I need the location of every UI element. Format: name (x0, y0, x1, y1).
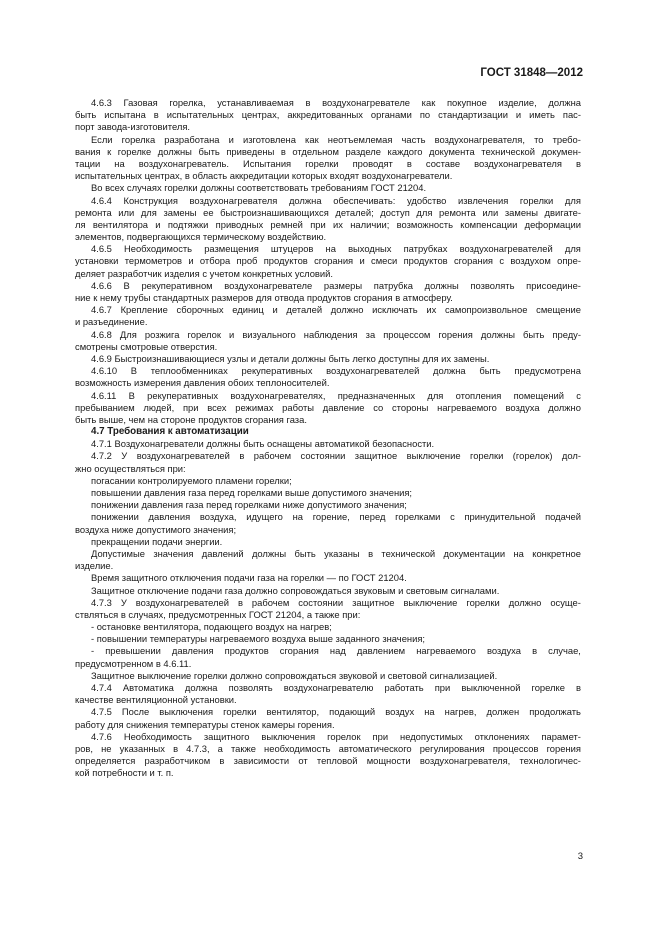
text-line: ремонта или для замены ее быстроизнашивающихся деталей; доступ для ремонта или замены двигате- (75, 206, 581, 218)
paragraph (75, 536, 581, 548)
text-line: быть испытана в испытательных центрах, аккредитованных органами по стандартизации и иметь пас- (75, 109, 581, 121)
paragraph (75, 353, 581, 365)
text-line: Время защитного отключения подачи газа на горелки — по ГОСТ 21204. (91, 572, 407, 584)
text-line: прекращении подачи энергии. (91, 535, 223, 547)
paragraph (75, 304, 581, 328)
paragraph (75, 280, 581, 304)
paragraph (75, 499, 581, 511)
text-line: ние к нему трубы стандартных размеров для отвода продуктов сгорания в атмосферу. (75, 292, 453, 303)
text-line: вания к горелке должны быть приведены в отдельном разделе каждого документа технической докумен- (75, 145, 581, 157)
text-line: Допустимые значения давлений должны быть указаны в технической документации на конкретное (91, 547, 581, 559)
text-line: воздуха ниже допустимого значения; (75, 523, 237, 535)
page-number: 3 (577, 851, 583, 862)
paragraph (75, 475, 581, 487)
paragraph (75, 450, 581, 474)
text-line: ров, не указанных в 4.7.3, а также необходимость автоматического регулирования процессов горения (75, 742, 581, 754)
text-line: 4.7 Требования к автоматизации (91, 426, 249, 438)
paragraph (75, 195, 581, 244)
text-line: быть выше, чем на стороне продуктов сгорания газа. (75, 413, 307, 425)
standard-designation: ГОСТ 31848—2012 (480, 67, 583, 79)
text-line: 4.7.4 Автоматика должна позволять воздухонагревателю работать при выключенной горелке в (91, 682, 581, 693)
paragraph (75, 670, 581, 682)
paragraph (75, 633, 581, 645)
text-line: тации на воздухонагреватель. Испытания горелки проводят в составе воздухонагревателя в (75, 157, 581, 169)
paragraph (75, 134, 581, 183)
text-line: 4.6.4 Конструкция воздухонагревателя должна обеспечивать: удобство извлечения горелки для (91, 194, 581, 206)
text-line: 4.6.8 Для розжига горелок и визуального наблюдения за процессом горения должны быть преду- (91, 328, 581, 340)
text-line: 4.7.2 У воздухонагревателей в рабочем состоянии защитное выключение горелки (горелок) дол- (91, 450, 581, 462)
paragraph (75, 585, 581, 597)
text-line: 4.7.1 Воздухонагреватели должны быть оснащены автоматикой безопасности. (91, 438, 435, 450)
text-line: 4.6.5 Необходимость размещения штуцеров на выходных патрубках воздухонагревателей для (91, 243, 581, 255)
text-line: ствляться в случаях, предусмотренных ГОСТ 21204, а также при: (75, 608, 361, 620)
paragraph (75, 645, 581, 669)
text-line: понижении давления воздуха, идущего на горение, перед горелками с принудительной подачей (91, 511, 581, 523)
text-line: погасании контролируемого пламени горелки; (91, 474, 292, 486)
section-heading (75, 426, 581, 438)
text-line: элементов, подвергающихся термическому воздействию. (75, 231, 327, 243)
text-line: понижении давления газа перед горелками ниже допустимого значения; (91, 499, 407, 511)
paragraph (75, 182, 581, 194)
text-line: смотрены смотровые отверстия. (75, 340, 218, 352)
text-line: Если горелка разработана и изготовлена как неотъемлемая часть воздухонагревателя, то требо- (91, 133, 581, 145)
text-line: - остановке вентилятора, подающего воздух на нагрев; (91, 621, 332, 633)
text-line: 4.7.3 У воздухонагревателей в рабочем состоянии защитное выключение горелки должно осуще- (91, 596, 581, 608)
paragraph (75, 329, 581, 353)
text-line: возможность измерения давления обоих теплоносителей. (75, 377, 330, 389)
text-line: Защитное выключение горелки должно сопровождаться звуковой и световой сигнализацией. (91, 669, 498, 681)
paragraph (75, 621, 581, 633)
text-line: кой потребности и т. п. (75, 767, 174, 779)
text-line: 4.7.6 Необходимость защитного выключения горелок при недопустимых отклонениях парамет- (91, 730, 581, 742)
paragraph (75, 706, 581, 730)
text-line: Защитное отключение подачи газа должно сопровождаться звуковым и световым сигналами. (91, 584, 500, 596)
text-line: повышении давления газа перед горелками выше допустимого значения; (91, 487, 413, 498)
text-line: Во всех случаях горелки должны соответствовать требованиям ГОСТ 21204. (91, 182, 427, 194)
paragraph (75, 731, 581, 780)
text-line: - повышении температуры нагреваемого воздуха выше заданного значения; (91, 633, 426, 645)
text-line: 4.6.10 В теплообменниках рекуперативных воздухонагревателей должна быть предусмотрена (91, 365, 581, 377)
text-line: 4.6.9 Быстроизнашивающиеся узлы и детали должны быть легко доступны для их замены. (91, 352, 490, 364)
text-line: определяется разработчиком в зависимости от тепловой мощности воздухонагревателя, технологичес- (75, 755, 581, 767)
text-line: - превышении давления продуктов сгорания над давлением нагреваемого воздуха в случае, (91, 645, 581, 657)
text-line: порт завода-изготовителя. (75, 121, 191, 133)
paragraph (75, 511, 581, 535)
text-line: 4.6.3 Газовая горелка, устанавливаемая в воздухонагревателе как покупное изделие, должна (91, 97, 581, 108)
text-line: установки термометров и отбора проб продуктов сгорания и смеси продуктов сгорания с воздухом опре- (75, 255, 581, 267)
paragraph (75, 243, 581, 280)
text-line: и разъединение. (75, 316, 148, 328)
paragraph (75, 365, 581, 389)
paragraph (75, 487, 581, 499)
paragraph (75, 572, 581, 584)
text-line: качестве вентиляционной установки. (75, 694, 237, 706)
paragraph (75, 597, 581, 621)
text-line: ля вентилятора и подтяжки приводных ремней при их наличии; возможность компенсации деформации (75, 218, 581, 230)
text-line: работу для снижения температуры стенок камеры горения. (75, 718, 335, 730)
text-line: испытательных центрах, в область аккредитации которых входят воздухонагреватели. (75, 170, 453, 182)
text-line: жно осуществляться при: (75, 462, 186, 474)
text-line: пребыванием людей, при всех режимах работы давление со стороны нагреваемого воздуха должно (75, 401, 581, 413)
paragraph (75, 438, 581, 450)
paragraph (75, 682, 581, 706)
paragraph (75, 390, 581, 427)
paragraph (75, 97, 581, 134)
document-body (75, 97, 581, 780)
text-line: 4.7.5 После выключения горелки вентилятор, подающий воздух на нагрев, должен продолжать (91, 706, 581, 718)
text-line: деляет разработчик изделия с учетом конкретных условий. (75, 267, 333, 279)
text-line: 4.6.11 В рекуперативных воздухонагревателях, предназначенных для отопления помещений с (91, 389, 581, 401)
text-line: 4.6.7 Крепление сборочных единиц и деталей должно исключать их самопроизвольное смещение (91, 304, 581, 316)
text-line: предусмотренном в 4.6.11. (75, 657, 192, 669)
text-line: изделие. (75, 560, 114, 572)
text-line: 4.6.6 В рекуперативном воздухонагревателе размеры патрубка должны позволять присоедине- (91, 279, 581, 291)
paragraph (75, 548, 581, 572)
